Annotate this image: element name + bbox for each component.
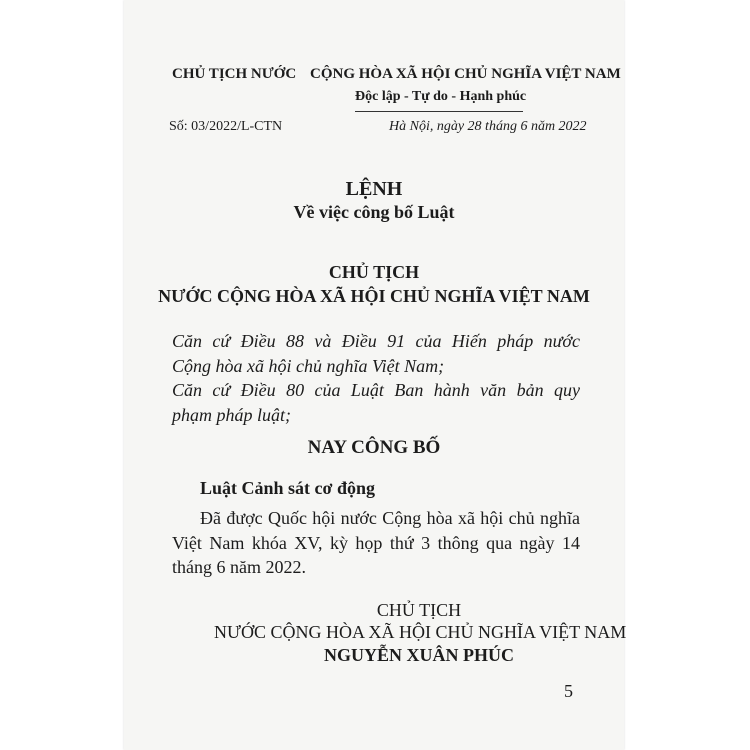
- president-country-heading: NƯỚC CỘNG HÒA XÃ HỘI CHỦ NGHĨA VIỆT NAM: [158, 286, 590, 306]
- legal-basis-1: Căn cứ Điều 88 và Điều 91 của Hiến pháp nước: [172, 331, 580, 351]
- document-page: [124, 0, 627, 750]
- signatory-name: NGUYỄN XUÂN PHÚC: [324, 645, 514, 665]
- country-name: CỘNG HÒA XÃ HỘI CHỦ NGHĨA VIỆT NAM: [310, 66, 621, 82]
- issuer-label: CHỦ TỊCH NƯỚC: [172, 66, 297, 82]
- signature-country: NƯỚC CỘNG HÒA XÃ HỘI CHỦ NGHĨA VIỆT NAM: [214, 622, 627, 642]
- document-title: LỆNH: [345, 178, 403, 200]
- law-name: Luật Cảnh sát cơ động: [200, 478, 376, 498]
- signature-title: CHỦ TỊCH: [376, 600, 462, 620]
- page-number: 5: [564, 681, 573, 701]
- passed-text-line-1: Đã được Quốc hội nước Cộng hòa xã hội chủ nghĩa: [200, 508, 580, 528]
- legal-basis-1-cont: Cộng hòa xã hội chủ nghĩa Việt Nam;: [172, 356, 445, 376]
- place-date: Hà Nội, ngày 28 tháng 6 năm 2022: [389, 119, 587, 134]
- motto-underline: [355, 111, 523, 112]
- passed-text-line-2: Việt Nam khóa XV, kỳ họp thứ 3 thông qua ngày 14: [172, 533, 580, 553]
- president-heading: CHỦ TỊCH: [328, 262, 420, 282]
- announcement-heading: NAY CÔNG BỐ: [307, 437, 441, 458]
- legal-basis-2: Căn cứ Điều 80 của Luật Ban hành văn bản quy: [172, 380, 580, 400]
- passed-text-line-3: tháng 6 năm 2022.: [172, 557, 306, 577]
- legal-basis-2-cont: phạm pháp luật;: [172, 405, 291, 425]
- document-number: Số: 03/2022/L-CTN: [169, 119, 283, 134]
- document-subtitle: Về việc công bố Luật: [293, 202, 455, 222]
- national-motto: Độc lập - Tự do - Hạnh phúc: [355, 89, 527, 104]
